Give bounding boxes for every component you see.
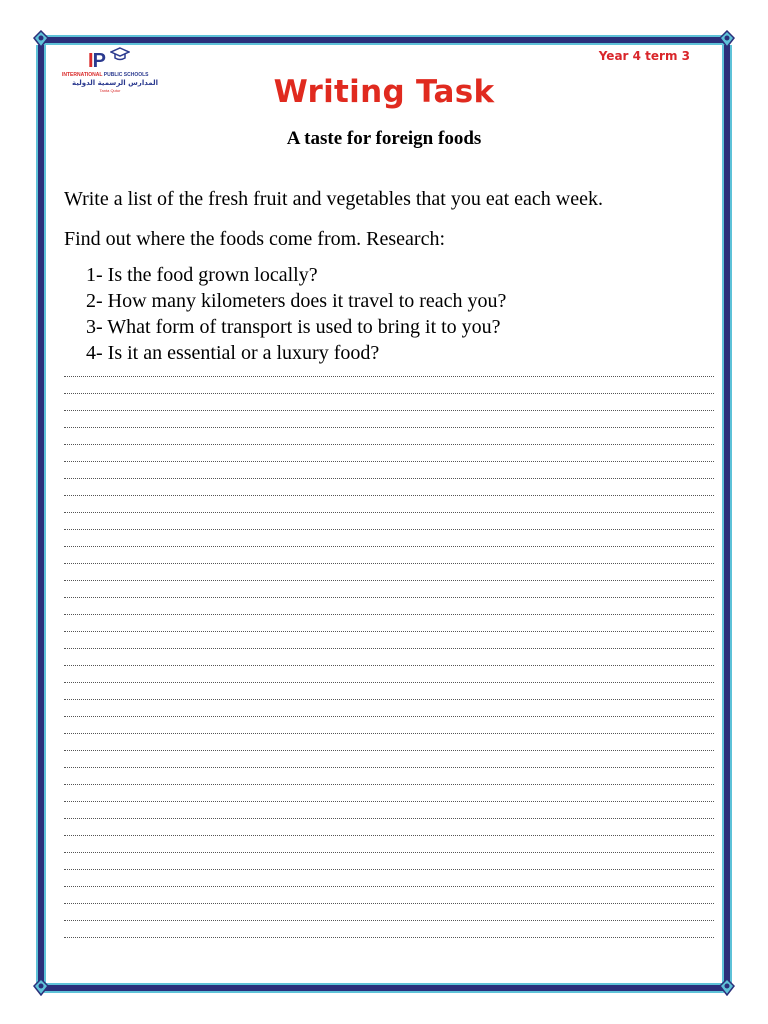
logo-letters: IP xyxy=(88,50,105,72)
writing-line[interactable] xyxy=(64,614,714,615)
writing-line[interactable] xyxy=(64,869,714,870)
question-item: 3- What form of transport is used to bring it to you? xyxy=(86,316,501,338)
page-border-right xyxy=(722,45,732,985)
writing-line[interactable] xyxy=(64,546,714,547)
page-subtitle: A taste for foreign foods xyxy=(286,128,482,149)
question-item: 1- Is the food grown locally? xyxy=(86,264,318,286)
border-corner-ornament xyxy=(32,978,50,996)
writing-area[interactable] xyxy=(64,376,714,956)
logo-tagline: Tanta Qutur xyxy=(99,88,121,93)
question-item: 4- Is it an essential or a luxury food? xyxy=(86,342,380,364)
question-list xyxy=(86,262,506,366)
writing-line[interactable] xyxy=(64,495,714,496)
page-title: Writing Task xyxy=(273,74,495,110)
writing-line[interactable] xyxy=(64,818,714,819)
writing-line[interactable] xyxy=(64,461,714,462)
logo-arabic-name: المدارس الرسمية الدولية xyxy=(72,79,158,87)
page-border-bottom xyxy=(44,983,724,993)
logo-english-name: INTERNATIONAL PUBLIC SCHOOLS xyxy=(62,72,149,78)
instruction-line-2: Find out where the foods come from. Research: xyxy=(64,228,446,250)
writing-line[interactable] xyxy=(64,903,714,904)
writing-line[interactable] xyxy=(64,410,714,411)
writing-line[interactable] xyxy=(64,835,714,836)
writing-line[interactable] xyxy=(64,512,714,513)
writing-line[interactable] xyxy=(64,597,714,598)
writing-line[interactable] xyxy=(64,784,714,785)
writing-line[interactable] xyxy=(64,750,714,751)
instruction-line-1: Write a list of the fresh fruit and vegetables that you eat each week. xyxy=(64,188,603,210)
writing-line[interactable] xyxy=(64,580,714,581)
writing-line[interactable] xyxy=(64,801,714,802)
writing-line[interactable] xyxy=(64,529,714,530)
writing-line[interactable] xyxy=(64,648,714,649)
writing-line[interactable] xyxy=(64,665,714,666)
writing-line[interactable] xyxy=(64,886,714,887)
writing-line[interactable] xyxy=(64,937,714,938)
writing-line[interactable] xyxy=(64,699,714,700)
writing-line[interactable] xyxy=(64,852,714,853)
writing-line[interactable] xyxy=(64,393,714,394)
writing-line[interactable] xyxy=(64,733,714,734)
border-corner-ornament xyxy=(718,30,736,48)
writing-line[interactable] xyxy=(64,920,714,921)
border-corner-ornament xyxy=(32,30,50,48)
writing-line[interactable] xyxy=(64,444,714,445)
page-border-top xyxy=(44,35,724,45)
page-border-left xyxy=(36,45,46,985)
writing-line[interactable] xyxy=(64,767,714,768)
year-term-label: Year 4 term 3 xyxy=(598,49,690,63)
writing-line[interactable] xyxy=(64,682,714,683)
writing-line[interactable] xyxy=(64,563,714,564)
writing-line[interactable] xyxy=(64,427,714,428)
border-corner-ornament xyxy=(718,978,736,996)
graduation-cap-icon xyxy=(110,46,130,62)
writing-line[interactable] xyxy=(64,631,714,632)
writing-line[interactable] xyxy=(64,716,714,717)
question-item: 2- How many kilometers does it travel to reach you? xyxy=(86,290,507,312)
writing-line[interactable] xyxy=(64,478,714,479)
writing-line[interactable] xyxy=(64,376,714,377)
